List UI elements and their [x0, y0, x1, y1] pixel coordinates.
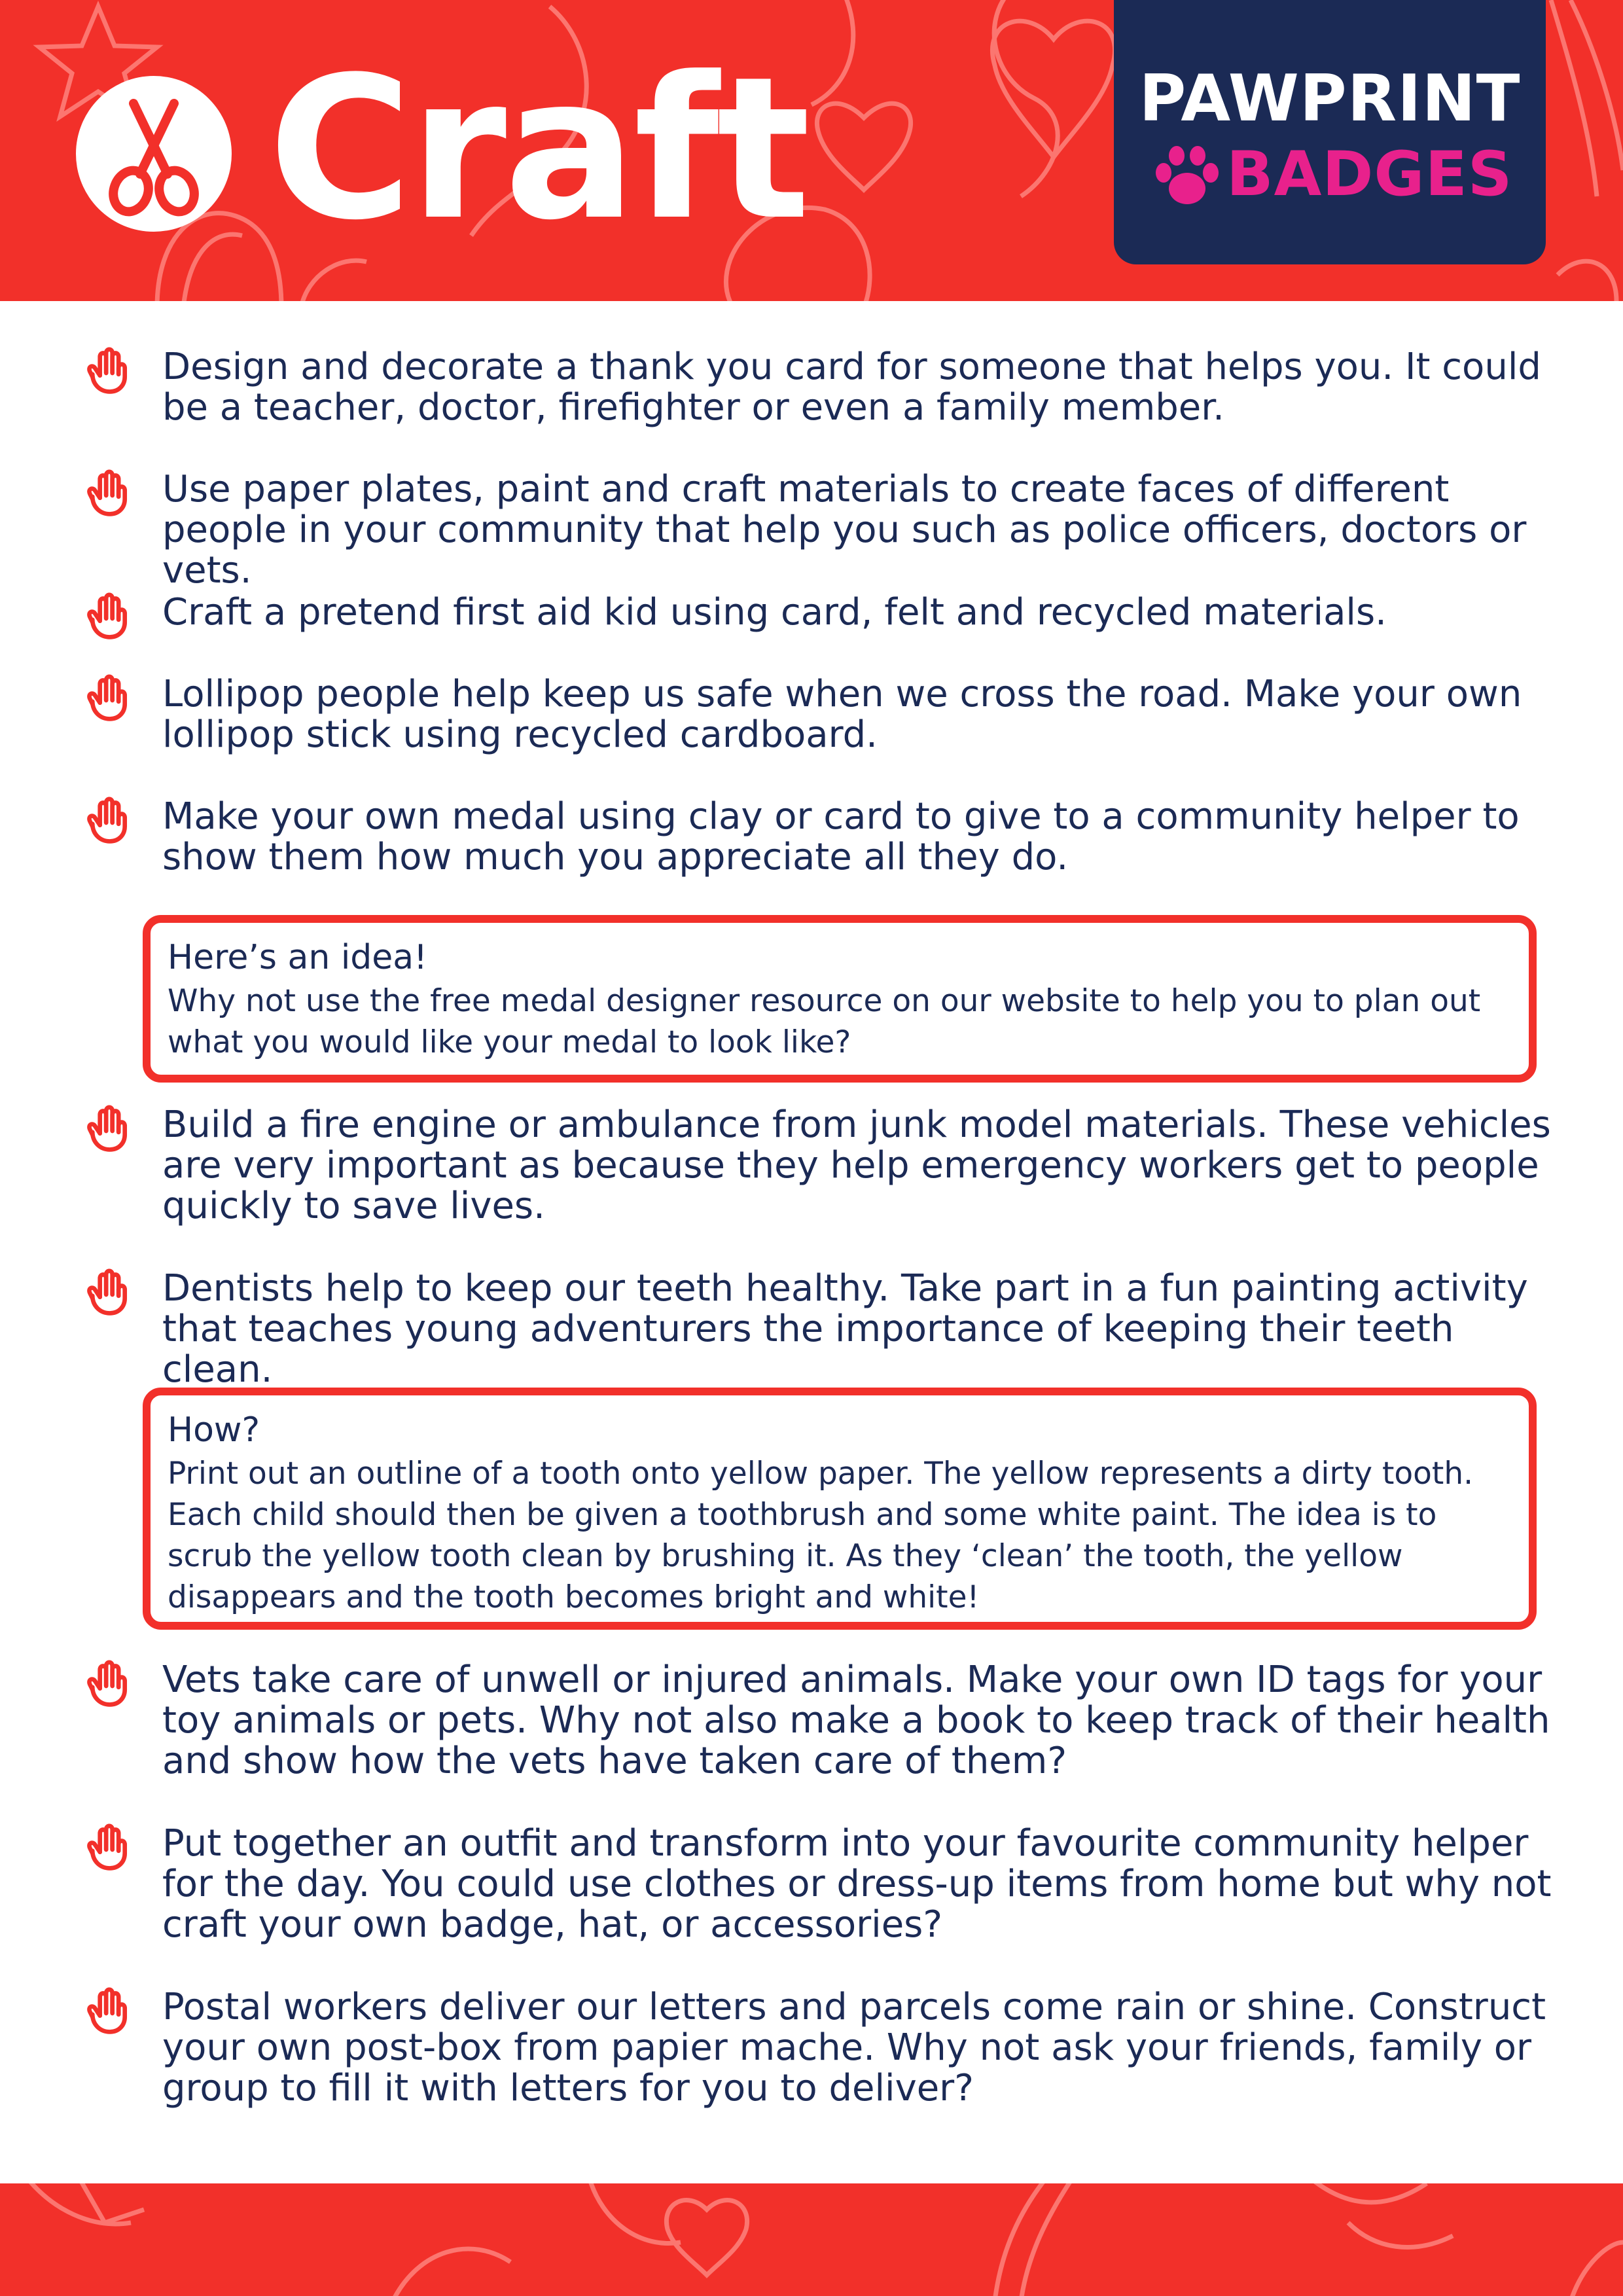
how-box-body: Print out an outline of a tooth onto yellow paper. The yellow represents a dirty tooth. Each child should then be given a toothbrush and some white paint. The idea is to scrub the yellow tooth clean by brushing it. As they ‘clean’ the tooth, the yellow disappears and the tooth becomes bright and white!	[168, 1456, 1474, 1615]
hand-icon	[84, 1660, 134, 1710]
logo-row-badges	[1153, 140, 1520, 212]
logo-text-badges: BADGES	[1226, 139, 1513, 210]
list-item-text: Vets take care of unwell or injured animals. Make your own ID tags for your toy animals or pets. Why not also make a book to keep track of their health and show how the vets have taken care of them?	[162, 1659, 1550, 1782]
footer-banner	[0, 2183, 1623, 2296]
hand-icon	[84, 347, 134, 397]
paw-icon	[1153, 145, 1221, 208]
header-banner	[0, 0, 1623, 301]
list-item-text: Use paper plates, paint and craft materials to create faces of different people in your community that help you such as police officers, doctors or vets.	[162, 468, 1527, 592]
hand-icon	[84, 1823, 134, 1873]
page-title: Craft	[268, 35, 808, 263]
hand-icon	[84, 1268, 134, 1318]
list-item-text: Lollipop people help keep us safe when we cross the road. Make your own lollipop stick using recycled cardboard.	[162, 673, 1522, 756]
idea-box-title: Here’s an idea!	[168, 938, 427, 977]
how-box-title: How?	[168, 1410, 260, 1450]
hand-icon	[84, 1987, 134, 2037]
hand-icon	[84, 592, 134, 642]
how-box	[143, 1388, 1537, 1630]
scissors-icon-badge	[76, 76, 232, 232]
list-item-text: Design and decorate a thank you card for someone that helps you. It could be a teacher, doctor, firefighter or even a family member.	[162, 346, 1541, 429]
footer-doodle-pattern	[0, 2183, 1623, 2296]
hand-icon	[84, 797, 134, 846]
hand-icon	[84, 1105, 134, 1155]
list-item-text: Craft a pretend first aid kid using card, felt and recycled materials.	[162, 591, 1387, 634]
hand-icon	[84, 674, 134, 724]
idea-box	[143, 915, 1537, 1083]
list-item-text: Put together an outfit and transform into your favourite community helper for the day. You could use clothes or dress-up items from home but why not craft your own badge, hat, or accessories?	[162, 1822, 1552, 1946]
logo-text-pawprint: PAWPRINT	[1139, 62, 1521, 136]
list-item-text: Dentists help to keep our teeth healthy. Take part in a fun painting activity that teaches young adventurers the importance of keeping their teeth clean.	[162, 1267, 1528, 1391]
idea-box-body: Why not use the free medal designer resource on our website to help you to plan out what you would like your medal to look like?	[168, 983, 1481, 1060]
scissors-icon	[76, 76, 232, 232]
list-item-text: Make your own medal using clay or card to give to a community helper to show them how much you appreciate all they do.	[162, 795, 1520, 878]
list-item-text: Postal workers deliver our letters and parcels come rain or shine. Construct your own post-box from papier mache. Why not ask your friends, family or group to fill it with letters for you to deliver?	[162, 1986, 1546, 2109]
hand-icon	[84, 469, 134, 519]
pawprint-badges-logo	[1114, 0, 1546, 264]
list-item-text: Build a fire engine or ambulance from junk model materials. These vehicles are very important as because they help emergency workers get to people quickly to save lives.	[162, 1103, 1551, 1227]
